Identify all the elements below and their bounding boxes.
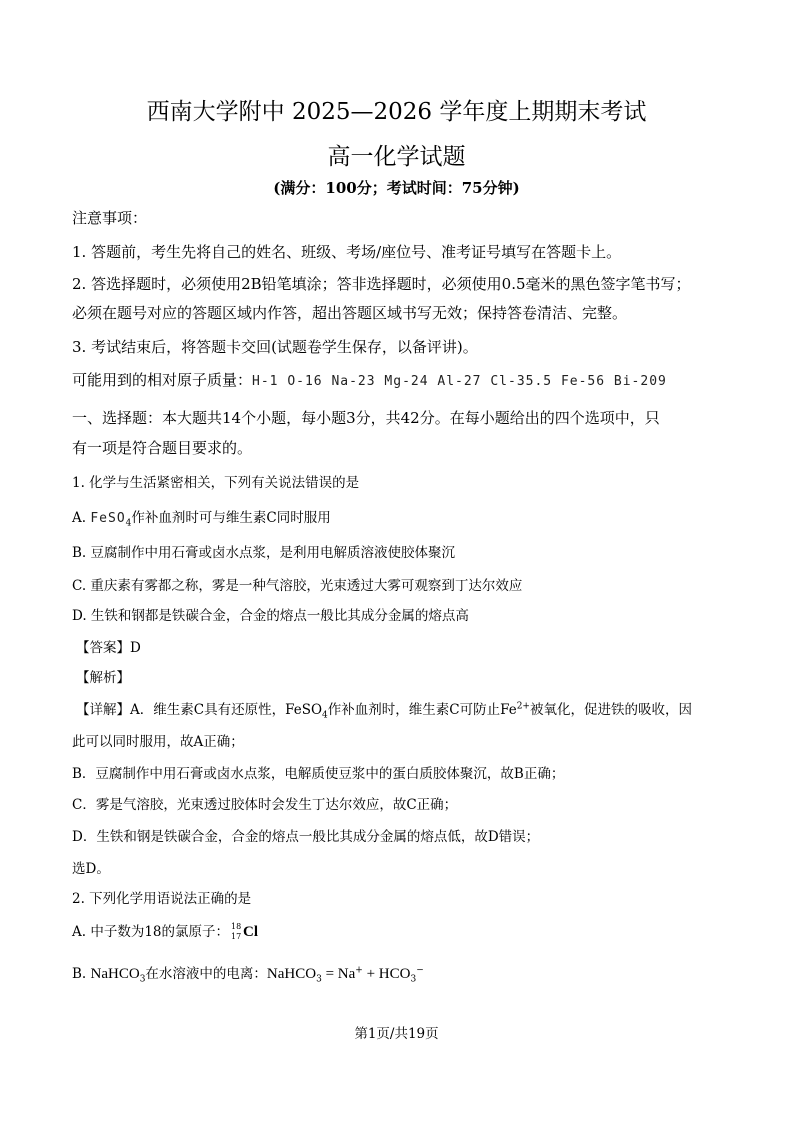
q1-answer: 【答案】D — [76, 640, 141, 656]
q1-detail-line-1 — [76, 698, 692, 721]
q2-atomic-number: 17 — [231, 931, 242, 941]
q2-nuclide-notation — [231, 921, 243, 941]
q2-option-a-text: A. 中子数为18的氯原子： — [72, 924, 230, 940]
q2-option-a — [72, 920, 258, 941]
q1-option-a-formula: FeSO — [90, 511, 126, 526]
q1-option-c: C. 重庆素有雾都之称，雾是一种气溶胶，光束透过大雾可观察到丁达尔效应 — [72, 578, 523, 594]
q1-option-a-subscript: 4 — [125, 518, 132, 529]
q1-option-a — [72, 506, 331, 529]
exam-subtitle: 高一化学试题 — [327, 144, 466, 170]
q2-eq-right: + HCO — [362, 966, 411, 982]
q1-detail-sub: 4 — [322, 710, 328, 721]
notice-item-2: 2. 答选择题时，必须使用2B铅笔填涂；答非选择题时，必须使用0.5毫米的黑色签字笔书写； — [72, 275, 691, 293]
q2-option-b — [72, 962, 424, 985]
atomic-masses — [72, 369, 667, 390]
q2-option-b-text: 在水溶液中的电离： — [145, 966, 267, 982]
q2-option-b-label: B. — [72, 966, 87, 982]
q1-option-b: B. 豆腐制作中用石膏或卤水点浆，是利用电解质溶液使胶体聚沉 — [72, 545, 456, 561]
q2-mass-number: 18 — [231, 921, 242, 931]
q2-option-b-sub: 3 — [139, 974, 146, 985]
section-heading-line-2: 有一项是符合题目要求的。 — [72, 439, 253, 457]
q2-eq-left-sub: 3 — [316, 974, 322, 985]
exam-info: (满分：100分；考试时间：75分钟) — [273, 179, 520, 197]
notice-heading: 注意事项： — [72, 209, 148, 227]
q2-eq-right-sup: − — [416, 965, 424, 976]
q2-eq-mid: = Na — [321, 966, 356, 982]
q2-eq-left: NaHCO — [266, 966, 317, 982]
q2-stem: 2. 下列化学用语说法正确的是 — [72, 891, 252, 907]
q1-option-d: D. 生铁和钢都是铁碳合金，合金的熔点一般比其成分金属的熔点高 — [72, 608, 469, 624]
notice-item-3: 3. 考试结束后，将答题卡交回(试题卷学生保存，以备评讲)。 — [72, 338, 478, 356]
q2-chlorine-symbol: Cl — [243, 924, 259, 940]
page-number: 第1页/共19页 — [354, 1026, 439, 1042]
notice-item-1: 1. 答题前，考生先将自己的姓名、班级、考场/座位号、准考证号填写在答题卡上。 — [72, 243, 622, 261]
q1-detail-line-5: D．生铁和钢是铁碳合金，合金的熔点一般比其成分金属的熔点低，故D错误； — [72, 829, 540, 845]
q1-detail-line-4: C．雾是气溶胶，光束透过胶体时会发生丁达尔效应，故C正确； — [72, 797, 458, 813]
q1-option-a-label: A. — [72, 510, 87, 526]
q1-detail-text-c: 被氧化，促进铁的吸收，因 — [529, 702, 692, 718]
q1-detail-sup: 2+ — [516, 701, 530, 712]
section-heading-line-1: 一、选择题：本大题共14个小题，每小题3分，共42分。在每小题给出的四个选项中，只 — [72, 409, 660, 427]
exam-title: 西南大学附中 2025—2026 学年度上期期末考试 — [146, 99, 647, 125]
q1-option-a-text: 作补血剂时可与维生素C同时服用 — [131, 510, 331, 526]
q1-detail-line-3: B．豆腐制作中用石膏或卤水点浆，电解质使豆浆中的蛋白质胶体聚沉，故B正确； — [72, 766, 565, 782]
q1-detail-line-2: 此可以同时服用，故A正确； — [72, 734, 244, 750]
atomic-masses-label: 可能用到的相对原子质量： — [72, 371, 253, 389]
notice-item-2-cont: 必须在题号对应的答题区域内作答，超出答题区域书写无效；保持答卷清洁、完整。 — [72, 304, 628, 322]
atomic-masses-values: H-1 O-16 Na-23 Mg-24 Al-27 Cl-35.5 Fe-56 Bi-209 — [252, 374, 667, 389]
q1-detail-text-b: 作补血剂时，维生素C可防止Fe — [327, 702, 517, 718]
q1-detail-line-6: 选D。 — [72, 861, 110, 877]
q2-eq-right-sub: 3 — [410, 974, 417, 985]
q1-stem: 1. 化学与生活紧密相关，下列有关说法错误的是 — [72, 475, 360, 491]
q2-eq-mid-sup: + — [355, 965, 363, 976]
q2-option-b-formula: NaHCO — [90, 966, 140, 982]
q1-detail-text-a: 【详解】A．维生素C具有还原性，FeSO — [76, 702, 323, 718]
q1-analysis: 【解析】 — [76, 670, 130, 686]
